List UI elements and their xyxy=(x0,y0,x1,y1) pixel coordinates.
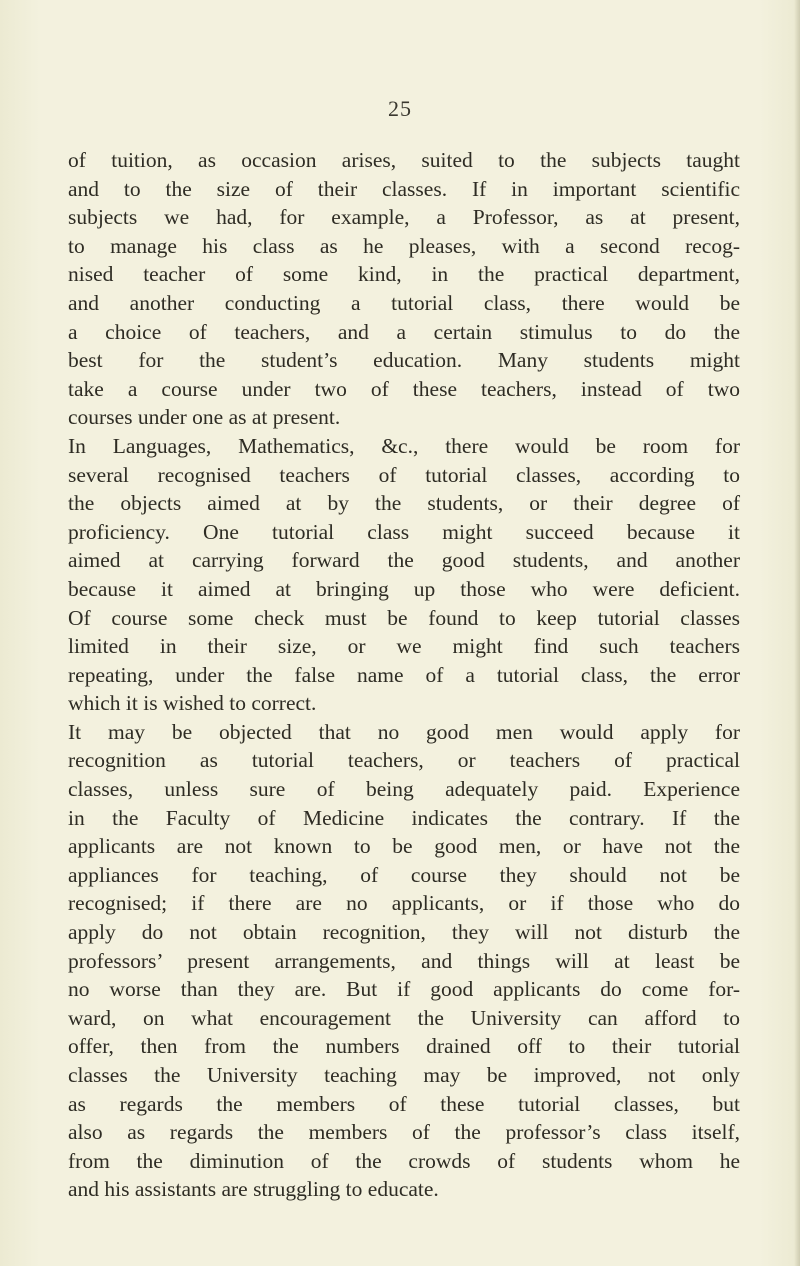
text-line: because it aimed at bringing up those who were deficient. xyxy=(68,576,740,601)
text-line: as regards the members of these tutorial classes, but xyxy=(68,1091,740,1116)
text-line: apply do not obtain recognition, they will not disturb the xyxy=(68,920,740,945)
page-number: 25 xyxy=(388,96,412,121)
text-line: classes the University teaching may be improved, not only xyxy=(68,1063,740,1087)
text-line: no worse than they are. But if good applicants do come for- xyxy=(68,977,740,1002)
text-line: subjects we had, for example, a Professor, as at present, xyxy=(68,205,740,230)
text-line: nised teacher of some kind, in the practical department, xyxy=(68,262,740,287)
text-line: in the Faculty of Medicine indicates the contrary. If the xyxy=(68,805,740,830)
text-line: proficiency. One tutorial class might succeed because it xyxy=(68,519,740,544)
text-line: professors’ present arrangements, and things will at least be xyxy=(68,948,740,973)
text-line: of tuition, as occasion arises, suited to the subjects taught xyxy=(68,148,740,172)
text-line: appliances for teaching, of course they should not be xyxy=(68,862,740,887)
text-line: repeating, under the false name of a tutorial class, the error xyxy=(68,662,740,687)
text-line: In Languages, Mathematics, &c., there would be room for xyxy=(68,433,740,458)
text-line: to manage his class as he pleases, with a second recog- xyxy=(68,233,740,258)
text-line: and another conducting a tutorial class, there would be xyxy=(68,290,740,315)
text-line: also as regards the members of the professor’s class itself, xyxy=(68,1120,740,1145)
text-line: recognised; if there are no applicants, or if those who do xyxy=(68,891,740,916)
text-line: take a course under two of these teachers, instead of two xyxy=(68,376,740,401)
text-line: Of course some check must be found to keep tutorial classes xyxy=(68,605,740,630)
text-line: courses under one as at present. xyxy=(68,405,341,430)
text-line: offer, then from the numbers drained off to their tutorial xyxy=(68,1034,740,1059)
text-line: recognition as tutorial teachers, or teachers of practical xyxy=(68,748,740,773)
text-line: limited in their size, or we might find such teachers xyxy=(68,634,740,659)
text-line: several recognised teachers of tutorial classes, according to xyxy=(68,462,740,487)
body-text xyxy=(68,146,740,1204)
text-line: best for the student’s education. Many students might xyxy=(68,348,740,373)
text-line: ward, on what encouragement the University can afford to xyxy=(68,1005,740,1030)
text-line: and his assistants are struggling to educate. xyxy=(68,1177,439,1202)
text-line: which it is wished to correct. xyxy=(68,691,317,716)
text-line: the objects aimed at by the students, or their degree of xyxy=(68,491,740,516)
page-edge-shadow xyxy=(794,0,800,1266)
text-line: aimed at carrying forward the good students, and another xyxy=(68,548,740,573)
text-line: from the diminution of the crowds of students whom he xyxy=(68,1148,740,1173)
text-line: applicants are not known to be good men, or have not the xyxy=(68,834,740,859)
text-line: It may be objected that no good men would apply for xyxy=(68,719,740,744)
text-line: and to the size of their classes. If in important scientific xyxy=(68,176,740,201)
text-line: classes, unless sure of being adequately paid. Experience xyxy=(68,777,740,802)
text-line: a choice of teachers, and a certain stimulus to do the xyxy=(68,319,740,344)
